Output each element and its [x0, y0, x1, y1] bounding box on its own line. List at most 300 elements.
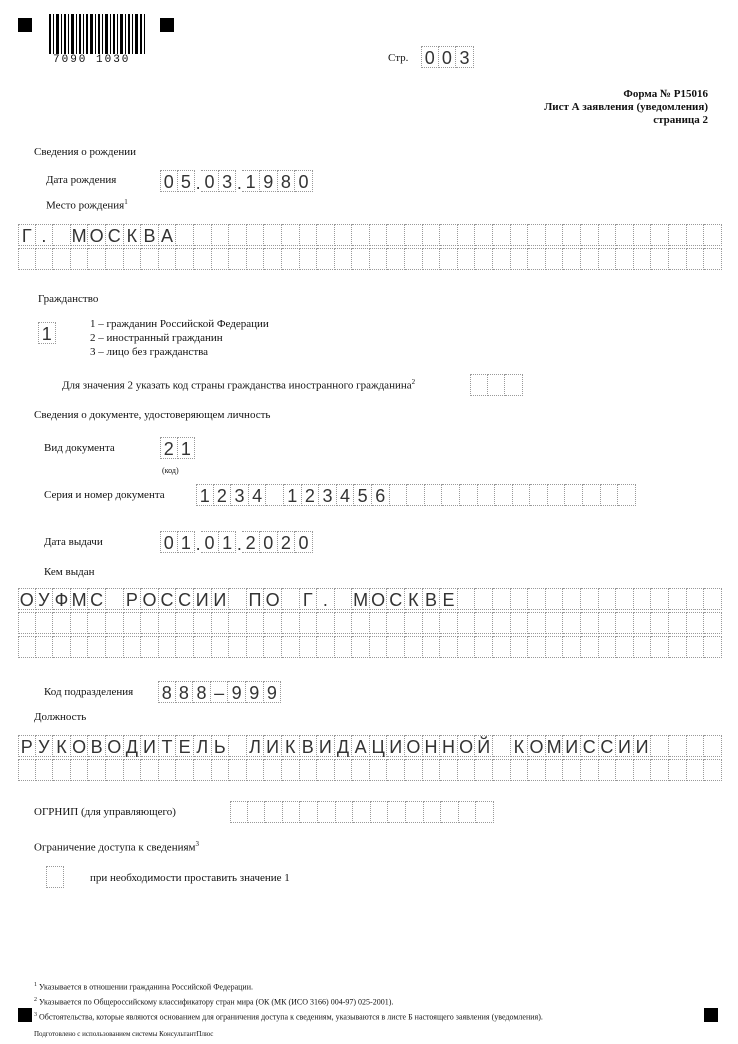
char-cell [634, 588, 652, 610]
char-cell [511, 248, 529, 270]
char-cell [264, 224, 282, 246]
char-cell [546, 612, 564, 634]
char-cell [616, 224, 634, 246]
char-cell [406, 801, 424, 823]
char-cell [423, 759, 441, 781]
char-cell [159, 636, 177, 658]
char-cell: И [264, 735, 282, 757]
char-cell: А [159, 224, 177, 246]
footnote-3 [34, 1010, 543, 1023]
char-cell [371, 801, 389, 823]
char-cell [563, 759, 581, 781]
char-cell [370, 612, 388, 634]
char-cell: М [71, 226, 87, 246]
char-cell [71, 636, 89, 658]
char-cell [36, 248, 54, 270]
char-cell [460, 484, 478, 506]
char-cell [616, 248, 634, 270]
char-cell [300, 612, 318, 634]
char-cell [528, 636, 546, 658]
date-cell: 1 [219, 531, 237, 553]
char-cell [687, 759, 705, 781]
barcode-image [47, 14, 147, 54]
char-cell: М [546, 737, 562, 757]
date-cell: 3 [219, 170, 237, 192]
char-cell [282, 224, 300, 246]
char-cell [687, 735, 705, 757]
date-cell: 0 [260, 531, 278, 553]
char-cell: У [36, 588, 54, 610]
char-cell [159, 612, 177, 634]
char-cell [651, 248, 669, 270]
footnote-number: 2 [34, 997, 37, 1003]
char-cell [546, 588, 564, 610]
date-cell: 5 [178, 170, 196, 192]
char-cell [300, 248, 318, 270]
char-cell [634, 248, 652, 270]
restriction-label-text: Ограничение доступа к сведениям [34, 841, 196, 854]
date-cell: 8 [278, 170, 296, 192]
char-cell [493, 735, 511, 757]
birth-date-label: Дата рождения [46, 174, 117, 186]
char-cell: В [423, 588, 441, 610]
char-cell [71, 759, 89, 781]
char-cell [370, 248, 388, 270]
char-cell: 1 [284, 484, 302, 506]
char-cell [424, 801, 442, 823]
char-cell: О [19, 590, 34, 610]
char-cell: И [634, 735, 652, 757]
char-cell [493, 759, 511, 781]
footnote-number: 1 [34, 982, 37, 988]
char-cell [141, 636, 159, 658]
char-cell [599, 612, 617, 634]
char-cell [599, 224, 617, 246]
char-cell: Г [18, 224, 36, 246]
char-cell [36, 636, 54, 658]
char-cell [212, 248, 230, 270]
char-cell [687, 224, 705, 246]
date-cell: 1 [178, 531, 196, 553]
issued-by-label: Кем выдан [44, 566, 95, 578]
char-cell [405, 248, 423, 270]
footnote-2 [34, 995, 393, 1008]
char-cell [583, 484, 601, 506]
char-cell [352, 759, 370, 781]
char-cell: Н [423, 735, 441, 757]
char-cell [159, 248, 177, 270]
char-cell: В [300, 735, 318, 757]
char-cell [88, 612, 106, 634]
char-cell [300, 636, 318, 658]
char-cell: Р [124, 588, 142, 610]
char-cell [405, 759, 423, 781]
char-cell [282, 636, 300, 658]
char-cell [458, 588, 476, 610]
issue-date-field[interactable] [160, 531, 313, 553]
char-cell [264, 759, 282, 781]
birth-place-line-2[interactable] [18, 248, 722, 270]
char-cell [425, 484, 443, 506]
char-cell: И [387, 735, 405, 757]
char-cell [335, 612, 353, 634]
position-line-1[interactable] [18, 735, 722, 757]
char-cell [511, 759, 529, 781]
date-cell: 0 [160, 170, 178, 192]
document-type-label: Вид документа [44, 442, 115, 454]
char-cell [530, 484, 548, 506]
issued-by-line-2[interactable] [18, 612, 722, 634]
restriction-field[interactable] [46, 866, 64, 888]
country-code-note-text: Для значения 2 указать код страны гражданства иностранного гражданина [62, 379, 412, 392]
char-cell [176, 612, 194, 634]
char-cell [563, 248, 581, 270]
document-section-title: Сведения о документе, удостоверяющем личность [34, 409, 271, 421]
form-header [544, 88, 708, 127]
citizenship-option-3: 3 – лицо без гражданства [90, 346, 209, 358]
char-cell [264, 612, 282, 634]
char-cell [317, 248, 335, 270]
date-separator: . [195, 173, 201, 193]
char-cell [458, 224, 476, 246]
barcode-number: 7090 1030 [53, 54, 131, 66]
char-cell: В [88, 735, 106, 757]
char-cell [405, 224, 423, 246]
char-cell [704, 636, 722, 658]
char-cell [476, 801, 494, 823]
char-cell [651, 636, 669, 658]
char-cell: Г [300, 588, 318, 610]
char-cell [458, 759, 476, 781]
char-cell: С [387, 588, 405, 610]
form-number: Форма № Р15016 [623, 88, 708, 100]
char-cell: К [53, 735, 71, 757]
date-cell: 0 [295, 170, 313, 192]
page-digit: 0 [439, 46, 457, 68]
char-cell [282, 248, 300, 270]
date-cell: 0 [160, 531, 178, 553]
char-cell [475, 612, 493, 634]
date-cell: 0 [295, 531, 313, 553]
char-cell [511, 636, 529, 658]
char-cell [495, 484, 513, 506]
char-cell [528, 248, 546, 270]
char-cell: И [141, 735, 159, 757]
char-cell [194, 636, 212, 658]
char-cell [300, 759, 318, 781]
document-type-cell: 1 [178, 437, 196, 459]
date-separator: . [236, 173, 242, 193]
subdivision-code-field[interactable] [158, 681, 281, 703]
char-cell [229, 224, 247, 246]
char-cell [317, 612, 335, 634]
char-cell: Й [475, 735, 493, 757]
char-cell [423, 248, 441, 270]
char-cell: С [581, 735, 599, 757]
birth-date-field[interactable] [160, 170, 313, 192]
char-cell [601, 484, 619, 506]
char-cell [317, 224, 335, 246]
footnote-text: Указывается в отношении гражданина Российской Федерации. [39, 982, 253, 992]
char-cell: Т [159, 735, 177, 757]
char-cell [53, 612, 71, 634]
char-cell [440, 636, 458, 658]
char-cell [300, 224, 318, 246]
char-cell [618, 484, 636, 506]
char-cell [704, 224, 722, 246]
char-cell [669, 224, 687, 246]
char-cell [106, 759, 124, 781]
position-label: Должность [34, 711, 87, 723]
char-cell [124, 612, 142, 634]
corner-marker-top-left [18, 18, 32, 32]
char-cell: О [458, 735, 476, 757]
date-separator: . [236, 534, 242, 554]
char-cell [669, 588, 687, 610]
char-cell [335, 759, 353, 781]
char-cell [212, 612, 230, 634]
citizenship-cell: 1 [38, 322, 56, 344]
char-cell [229, 248, 247, 270]
char-cell [387, 636, 405, 658]
char-cell [634, 636, 652, 658]
char-cell [565, 484, 583, 506]
char-cell: Е [176, 735, 194, 757]
char-cell [88, 759, 106, 781]
char-cell [513, 484, 531, 506]
char-cell [71, 612, 89, 634]
footnote-ref: 1 [124, 198, 128, 206]
ogrnip-field[interactable] [230, 801, 494, 823]
issued-by-line-3[interactable] [18, 636, 722, 658]
char-cell [176, 224, 194, 246]
issued-by-line-1[interactable] [18, 588, 722, 610]
subdivision-cell: 8 [176, 681, 194, 703]
char-cell [176, 636, 194, 658]
char-cell: О [71, 735, 89, 757]
char-cell: 2 [214, 484, 232, 506]
char-cell [247, 248, 265, 270]
char-cell [212, 636, 230, 658]
char-cell [599, 759, 617, 781]
char-cell: 6 [372, 484, 390, 506]
char-cell [581, 248, 599, 270]
char-cell: О [528, 735, 546, 757]
char-cell [651, 735, 669, 757]
document-type-field[interactable] [160, 437, 195, 459]
char-cell: Л [247, 735, 265, 757]
char-cell [704, 735, 722, 757]
char-cell [669, 612, 687, 634]
char-cell [528, 612, 546, 634]
char-cell: . [317, 588, 335, 610]
char-cell [176, 759, 194, 781]
char-cell: 5 [354, 484, 372, 506]
char-cell [423, 636, 441, 658]
country-code-field[interactable] [470, 374, 523, 396]
char-cell [194, 759, 212, 781]
char-cell [581, 759, 599, 781]
char-cell: К [124, 224, 142, 246]
char-cell [687, 588, 705, 610]
char-cell [247, 224, 265, 246]
char-cell [88, 248, 106, 270]
char-cell: О [141, 588, 159, 610]
char-cell [265, 801, 283, 823]
char-cell [704, 759, 722, 781]
char-cell [282, 588, 300, 610]
issue-date-label: Дата выдачи [44, 536, 103, 548]
char-cell: 1 [196, 484, 214, 506]
char-cell [459, 801, 477, 823]
char-cell [511, 612, 529, 634]
country-code-cell [505, 374, 523, 396]
citizenship-option-1: 1 – гражданин Российской Федерации [90, 318, 269, 330]
char-cell: 4 [249, 484, 267, 506]
footnote-1 [34, 980, 253, 993]
char-cell [141, 612, 159, 634]
restriction-note: при необходимости проставить значение 1 [90, 872, 290, 884]
char-cell: И [616, 735, 634, 757]
char-cell [458, 248, 476, 270]
char-cell [651, 224, 669, 246]
char-cell [229, 735, 247, 757]
char-cell: М [353, 590, 369, 610]
date-cell: 1 [242, 170, 260, 192]
series-number-field[interactable] [196, 484, 636, 506]
char-cell [475, 224, 493, 246]
char-cell: С [159, 588, 177, 610]
char-cell: И [212, 588, 230, 610]
char-cell: М [71, 590, 87, 610]
char-cell [229, 588, 247, 610]
corner-marker-top-right [160, 18, 174, 32]
char-cell [548, 484, 566, 506]
char-cell [440, 224, 458, 246]
restriction-cell [46, 866, 64, 888]
char-cell [546, 636, 564, 658]
char-cell: О [88, 224, 106, 246]
char-cell [229, 636, 247, 658]
char-cell [212, 224, 230, 246]
char-cell [352, 224, 370, 246]
char-cell [599, 248, 617, 270]
char-cell [546, 248, 564, 270]
char-cell: Д [335, 735, 353, 757]
date-cell: 2 [278, 531, 296, 553]
char-cell [493, 224, 511, 246]
char-cell [634, 612, 652, 634]
char-cell [124, 248, 142, 270]
char-cell [616, 759, 634, 781]
char-cell: Л [194, 735, 212, 757]
char-cell [475, 588, 493, 610]
char-cell [124, 636, 142, 658]
char-cell [440, 248, 458, 270]
char-cell [634, 224, 652, 246]
page-label: Стр. [388, 52, 409, 64]
char-cell [423, 224, 441, 246]
char-cell [352, 612, 370, 634]
corner-marker-bottom-left [18, 1008, 32, 1022]
date-cell: 9 [260, 170, 278, 192]
subdivision-cell: 8 [158, 681, 176, 703]
page-digit: 3 [456, 46, 474, 68]
char-cell [687, 612, 705, 634]
char-cell [475, 248, 493, 270]
char-cell [669, 248, 687, 270]
code-hint: (код) [162, 466, 179, 475]
position-line-2[interactable] [18, 759, 722, 781]
char-cell [704, 612, 722, 634]
char-cell [247, 612, 265, 634]
birth-place-label [46, 198, 128, 212]
citizenship-option-2: 2 – иностранный гражданин [90, 332, 223, 344]
char-cell [563, 636, 581, 658]
char-cell [616, 636, 634, 658]
char-cell [493, 588, 511, 610]
char-cell [405, 612, 423, 634]
char-cell [53, 759, 71, 781]
char-cell [317, 759, 335, 781]
date-cell: 0 [201, 531, 219, 553]
char-cell [335, 248, 353, 270]
char-cell [212, 759, 230, 781]
char-cell: Н [440, 735, 458, 757]
char-cell [440, 759, 458, 781]
char-cell: К [405, 588, 423, 610]
char-cell [194, 248, 212, 270]
corner-marker-bottom-right [704, 1008, 718, 1022]
char-cell [407, 484, 425, 506]
char-cell [634, 759, 652, 781]
date-separator: . [195, 534, 201, 554]
restriction-label [34, 840, 199, 854]
char-cell [563, 224, 581, 246]
citizenship-field[interactable] [38, 322, 56, 344]
birth-place-label-text: Место рождения [46, 199, 125, 212]
char-cell [194, 224, 212, 246]
char-cell [176, 248, 194, 270]
char-cell [405, 636, 423, 658]
char-cell [475, 636, 493, 658]
char-cell [141, 759, 159, 781]
char-cell [390, 484, 408, 506]
series-number-label: Серия и номер документа [44, 489, 165, 501]
char-cell: Ц [370, 735, 388, 757]
subdivision-cell: 9 [246, 681, 264, 703]
char-cell [441, 801, 459, 823]
date-cell: 2 [242, 531, 260, 553]
char-cell [266, 484, 284, 506]
char-cell: К [282, 735, 300, 757]
char-cell [159, 759, 177, 781]
footnote-ref: 2 [411, 378, 416, 386]
char-cell [616, 612, 634, 634]
char-cell [88, 636, 106, 658]
char-cell: Ь [212, 735, 230, 757]
char-cell [247, 636, 265, 658]
char-cell [336, 801, 354, 823]
char-cell [53, 636, 71, 658]
char-cell [71, 248, 89, 270]
credit-line: Подготовлено с использованием системы КонсультантПлюс [34, 1030, 214, 1038]
char-cell [440, 612, 458, 634]
birth-place-line-1[interactable] [18, 224, 722, 246]
char-cell [687, 248, 705, 270]
char-cell [264, 248, 282, 270]
footnote-ref: 3 [195, 840, 199, 848]
